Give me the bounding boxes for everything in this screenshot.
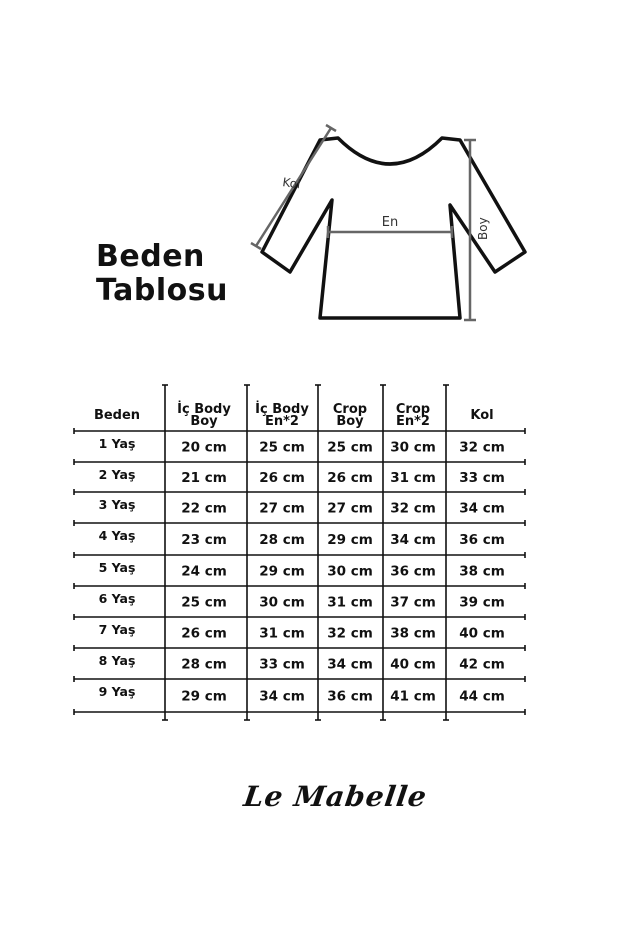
table-cell: 36 cm [459,532,505,548]
table-cell: 40 cm [390,656,436,673]
table-size-label: 4 Yaş [98,528,136,543]
table-header-cell: Boy [190,414,218,429]
table-header-cell: Crop [332,402,368,417]
table-header-cell: İç Body [177,402,231,417]
table-cell: 33 cm [259,656,305,673]
table-header-cell: En*2 [265,414,299,429]
table-header-cell: Crop [395,402,431,417]
boy-label: Boy [476,217,490,240]
table-cell: 42 cm [459,656,505,673]
table-cell: 24 cm [181,563,227,580]
title-line-1: Beden [96,239,205,274]
table-cell: 25 cm [181,594,227,611]
table-size-label: 5 Yaş [98,560,136,575]
table-size-label: 6 Yaş [98,591,136,606]
table-header-cell: Kol [470,408,494,423]
table-cell: 34 cm [390,532,436,548]
table-cell: 22 cm [181,500,227,517]
table-size-label: 9 Yaş [98,684,136,699]
table-header-cell: Boy [336,414,364,429]
table-cell: 26 cm [327,470,373,486]
table-header-cell: Beden [93,408,141,423]
table-cell: 34 cm [459,500,505,517]
table-cell: 36 cm [390,563,436,580]
table-cell: 34 cm [327,656,373,673]
table-header-cell: En*2 [396,414,430,429]
table-cell: 27 cm [327,500,373,517]
en-label: En [381,215,399,230]
table-cell: 34 cm [259,688,305,705]
table-size-label: 1 Yaş [98,436,136,451]
table-cell: 28 cm [259,532,305,548]
table-size-label: 8 Yaş [98,653,136,668]
table-cell: 28 cm [181,656,227,673]
table-cell: 39 cm [459,594,505,611]
table-cell: 33 cm [459,470,505,486]
table-cell: 26 cm [259,470,305,486]
table-cell: 29 cm [181,688,227,705]
table-cell: 30 cm [327,563,373,580]
table-cell: 31 cm [390,470,436,486]
title-line-2: Tablosu [96,273,228,308]
table-cell: 37 cm [390,594,436,611]
table-cell: 29 cm [327,532,373,548]
table-cell: 40 cm [459,625,505,642]
table-cell: 36 cm [327,688,373,705]
table-cell: 32 cm [390,500,436,517]
table-cell: 38 cm [459,563,505,580]
table-cell: 32 cm [459,439,505,456]
table-cell: 29 cm [259,563,305,580]
table-cell: 32 cm [327,625,373,642]
table-cell: 25 cm [259,439,305,456]
table-cell: 20 cm [181,439,227,456]
table-cell: 27 cm [259,500,305,517]
table-cell: 41 cm [390,688,436,705]
table-cell: 31 cm [327,594,373,611]
table-cell: 30 cm [259,594,305,611]
brand-logo: Le Mabelle [241,780,430,813]
table-cell: 30 cm [390,439,436,456]
table-cell: 44 cm [459,688,505,705]
kol-label: Kol [281,175,302,192]
table-header-cell: İç Body [255,402,309,417]
table-cell: 23 cm [181,532,227,548]
table-size-label: 7 Yaş [98,622,136,637]
table-cell: 21 cm [181,470,227,486]
table-size-label: 2 Yaş [98,467,136,482]
table-cell: 31 cm [259,625,305,642]
table-size-label: 3 Yaş [98,497,136,512]
table-cell: 26 cm [181,625,227,642]
table-cell: 25 cm [327,439,373,456]
table-cell: 38 cm [390,625,436,642]
